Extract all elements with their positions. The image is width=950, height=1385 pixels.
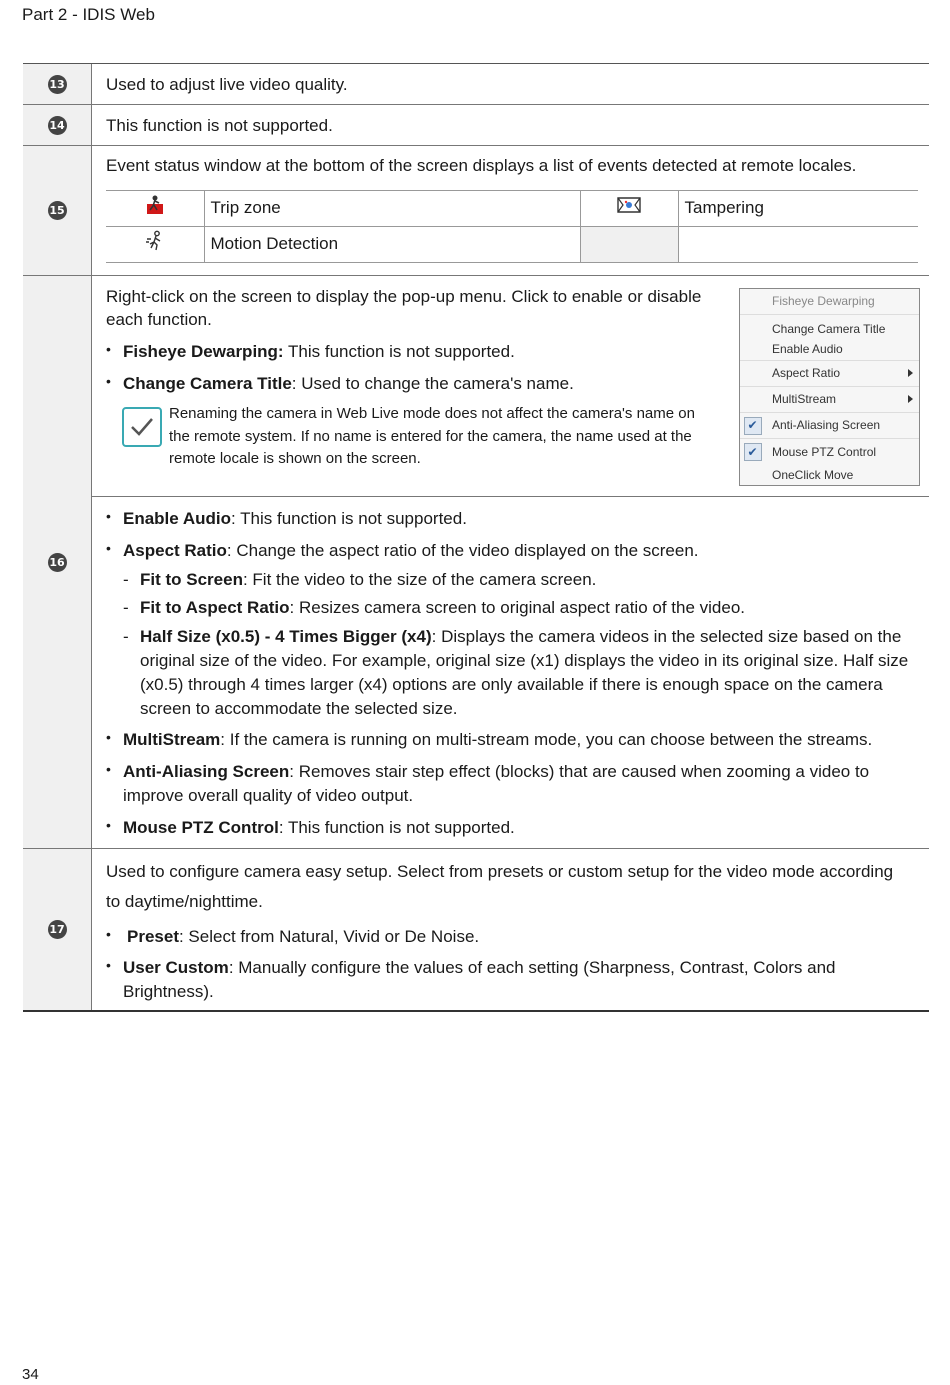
event-label: Trip zone	[204, 190, 580, 226]
menu-item[interactable]: Enable Audio	[740, 339, 919, 361]
event-icon-table	[106, 190, 918, 263]
row-description: Used to adjust live video quality.	[106, 75, 348, 94]
row-number-badge: 14	[48, 116, 67, 135]
row-description: This function is not supported.	[106, 116, 333, 135]
list-item: • Anti-Aliasing Screen: Removes stair step effect (blocks) that are caused when zooming a video to improve overall quality of video output.	[106, 760, 913, 808]
row-description: Used to configure camera easy setup. Select from presets or custom setup for the video mode according to daytime/nighttime.	[106, 862, 894, 911]
checkmark-icon	[122, 407, 162, 447]
feature-table	[23, 63, 929, 1012]
menu-item[interactable]: ✔ Mouse PTZ Control	[740, 439, 919, 465]
row-number-badge: 16	[48, 553, 67, 572]
event-label: Tampering	[678, 190, 918, 226]
list-item: • Aspect Ratio: Change the aspect ratio of the video displayed on the screen.	[106, 539, 913, 563]
submenu-arrow-icon	[908, 369, 913, 377]
page-number: 34	[22, 1366, 39, 1383]
submenu-arrow-icon	[908, 395, 913, 403]
table-row	[23, 849, 929, 1010]
table-row	[23, 276, 929, 849]
table-row	[23, 64, 929, 105]
checkmark-icon: ✔	[744, 417, 762, 435]
menu-item[interactable]: Aspect Ratio	[740, 361, 919, 387]
list-item: • MultiStream: If the camera is running on multi-stream mode, you can choose between the streams.	[106, 728, 913, 752]
checkmark-icon: ✔	[744, 443, 762, 461]
row-number-badge: 13	[48, 75, 67, 94]
sub-list-item: - Fit to Aspect Ratio: Resizes camera screen to original aspect ratio of the video.	[106, 596, 913, 620]
page-header: Part 2 - IDIS Web	[22, 5, 155, 24]
list-item: • Fisheye Dewarping: This function is not supported.	[106, 340, 709, 364]
menu-item[interactable]: MultiStream	[740, 387, 919, 413]
list-item: • Change Camera Title: Used to change the camera's name.	[106, 372, 709, 396]
note-box	[122, 403, 709, 471]
list-item: • Mouse PTZ Control: This function is not supported.	[106, 816, 913, 840]
popup-menu	[739, 288, 920, 486]
row-number-badge: 17	[48, 920, 67, 939]
menu-item[interactable]: ✔ Anti-Aliasing Screen	[740, 413, 919, 439]
sub-list-item: - Half Size (x0.5) - 4 Times Bigger (x4): Displays the camera videos in the selected size based on the original size of the video. For example, original size (x1) displays the video in its original size. Half size (x0.5) through 4 times larger (x4) options are only available if there is enough space on the camera screen to accommodate the selected size.	[106, 625, 913, 720]
table-row	[23, 146, 929, 276]
list-item: • Preset: Select from Natural, Vivid or De Noise.	[106, 925, 911, 949]
note-text: Renaming the camera in Web Live mode does not affect the camera's name on the remote system. If no name is entered for the camera, the name used at the remote locale is shown on the screen.	[169, 405, 695, 468]
event-label: Motion Detection	[204, 226, 580, 262]
list-item: • User Custom: Manually configure the values of each setting (Sharpness, Contrast, Colors and Brightness).	[106, 956, 911, 1004]
menu-item[interactable]: Fisheye Dewarping	[740, 289, 919, 315]
row-description: Event status window at the bottom of the screen displays a list of events detected at remote locales.	[106, 156, 857, 175]
sub-list-item: - Fit to Screen: Fit the video to the size of the camera screen.	[106, 568, 913, 592]
row-intro: Right-click on the screen to display the pop-up menu. Click to enable or disable each function.	[106, 287, 702, 329]
list-item: • Enable Audio: This function is not supported.	[106, 507, 913, 531]
table-row	[23, 105, 929, 146]
trip-zone-icon	[144, 194, 166, 216]
motion-detection-icon	[144, 230, 166, 252]
tampering-icon	[616, 196, 642, 214]
row-number-badge: 15	[48, 201, 67, 220]
menu-item[interactable]: OneClick Move	[772, 467, 854, 482]
menu-item[interactable]: Change Camera Title	[772, 321, 886, 336]
